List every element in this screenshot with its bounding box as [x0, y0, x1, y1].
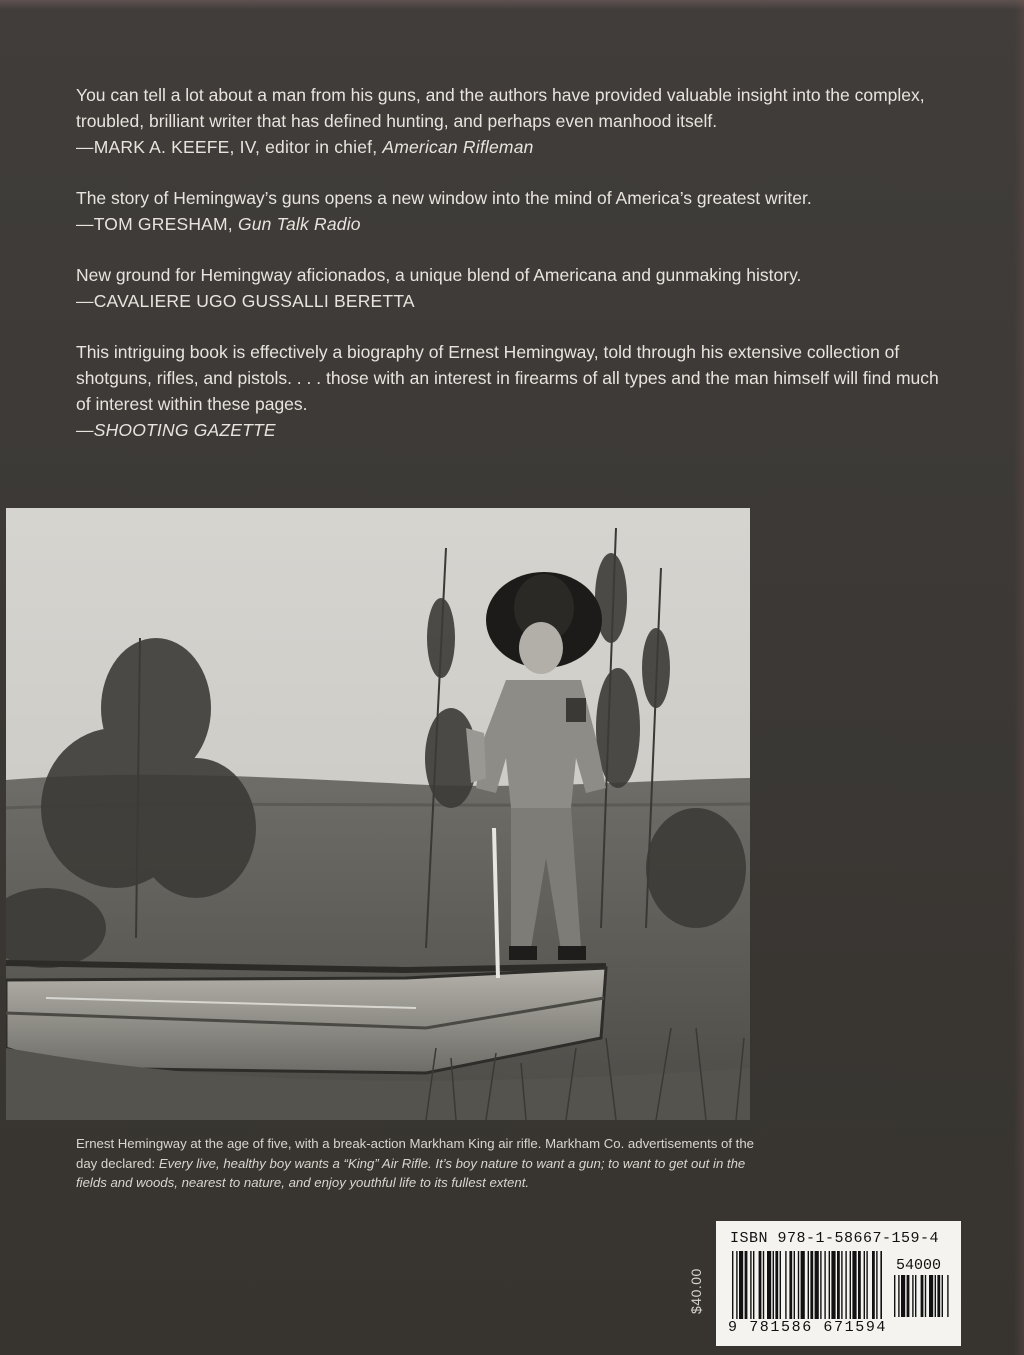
barcode-bar [824, 1251, 825, 1319]
blurb-attribution [76, 417, 956, 443]
attribution-name: —CAVALIERE UGO GUSSALLI BERETTA [76, 291, 415, 311]
barcode-bar [750, 1251, 751, 1319]
blurb-text: You can tell a lot about a man from his guns, and the authors have provided valuable insight into the complex, troubled, brilliant writer that has defined hunting, and perhaps even manhood itself. [76, 85, 925, 131]
barcode-bar [850, 1251, 851, 1319]
barcode-bar [831, 1251, 835, 1319]
barcode-bar [845, 1251, 846, 1319]
barcode-bar [775, 1251, 778, 1319]
barcode-bar [820, 1251, 821, 1319]
barcode-bar [942, 1275, 943, 1317]
barcode-bar [866, 1251, 867, 1319]
barcode-bar [841, 1251, 842, 1319]
barcode-bar [789, 1251, 792, 1319]
caption-text: Ernest Hemingway at the age of five, with a break-action Markham King air rifle. Markham Co. advertisements of the day declared: [76, 1136, 754, 1171]
barcode-bar [837, 1251, 840, 1319]
barcode-bar [815, 1251, 819, 1319]
photo-illustration [6, 508, 750, 1120]
attribution-source: Gun Talk Radio [237, 214, 361, 234]
barcode-bar [907, 1275, 910, 1317]
blurb-text: This intriguing book is effectively a biography of Ernest Hemingway, told through his extensive collection of shotguns, rifles, and pistols. . . . those with an interest in firearms of all types and the man himself will find much of interest within these pages. [76, 342, 939, 414]
photo-caption [76, 1134, 776, 1193]
barcode-bar [876, 1251, 877, 1319]
barcode-bar [773, 1251, 774, 1319]
blurb-section [76, 82, 956, 468]
price-code: 54000 [896, 1257, 942, 1274]
blurb-quote [76, 82, 956, 160]
boy-with-air-rifle-photo [6, 508, 750, 1120]
barcode-bar [947, 1275, 948, 1317]
isbn-number: ISBN 978-1-58667-159-4 [730, 1230, 940, 1247]
cover-edge-top [0, 0, 1024, 10]
blurb-attribution [76, 211, 956, 237]
addon-barcode-bars [894, 1275, 950, 1317]
barcode-bar [852, 1251, 856, 1319]
attribution-source: SHOOTING GAZETTE [93, 420, 276, 440]
barcode-bar [763, 1251, 764, 1319]
barcode-bar [767, 1251, 771, 1319]
blurb-quote [76, 262, 956, 314]
blurb-text: New ground for Hemingway aficionados, a unique blend of Americana and gunmaking history. [76, 265, 802, 285]
ean-digits: 9 781586 671594 [728, 1319, 888, 1336]
barcode-bar [912, 1275, 913, 1317]
blurb-quote [76, 339, 956, 443]
barcode-bar [937, 1275, 940, 1317]
barcode-bar [935, 1275, 936, 1317]
blurb-quote [76, 185, 956, 237]
attribution-source: American Rifleman [382, 137, 534, 157]
attribution-name: — [76, 420, 94, 440]
barcode-bar [780, 1251, 781, 1319]
caption-advertisement-quote: Every live, healthy boy wants a “King” Air Rifle. It’s boy nature to want a gun; to want to get out in the fields and woods, nearest to nature, and enjoy youthful life to its fullest extent. [76, 1155, 746, 1190]
barcode-bar [759, 1251, 762, 1319]
cover-edge-right [1014, 0, 1024, 1355]
barcode-bar [925, 1275, 926, 1317]
barcode-bar [898, 1275, 899, 1317]
barcode-bar [872, 1251, 875, 1319]
ean-barcode-bars [732, 1251, 882, 1319]
barcode-bar [753, 1251, 754, 1319]
blurb-text: The story of Hemingway’s guns opens a new window into the mind of America’s greatest writer. [76, 188, 812, 208]
barcode-bar [808, 1251, 809, 1319]
isbn-barcode [716, 1221, 961, 1346]
barcode-bar [921, 1275, 924, 1317]
price-label: $40.00 [688, 1268, 704, 1314]
attribution-name: —MARK A. KEEFE, IV, editor in chief, [76, 137, 383, 157]
barcode-bar [829, 1251, 830, 1319]
barcode-bar [894, 1275, 895, 1317]
attribution-name: —TOM GRESHAM, [76, 214, 238, 234]
blurb-attribution [76, 288, 956, 314]
barcode-bar [739, 1251, 743, 1319]
barcode-bar [880, 1251, 882, 1319]
barcode-bar [794, 1251, 795, 1319]
barcode-bar [858, 1251, 861, 1319]
barcode-bar [785, 1251, 786, 1319]
barcode-bar [798, 1251, 799, 1319]
barcode-bar [929, 1275, 933, 1317]
barcode-bar [801, 1251, 805, 1319]
barcode-bar [915, 1275, 916, 1317]
barcode-bar [864, 1251, 865, 1319]
blurb-attribution [76, 134, 956, 160]
barcode-bar [736, 1251, 737, 1319]
barcode-bar [901, 1275, 905, 1317]
barcode-bar [810, 1251, 813, 1319]
barcode-bar [732, 1251, 733, 1319]
barcode-bar [745, 1251, 748, 1319]
